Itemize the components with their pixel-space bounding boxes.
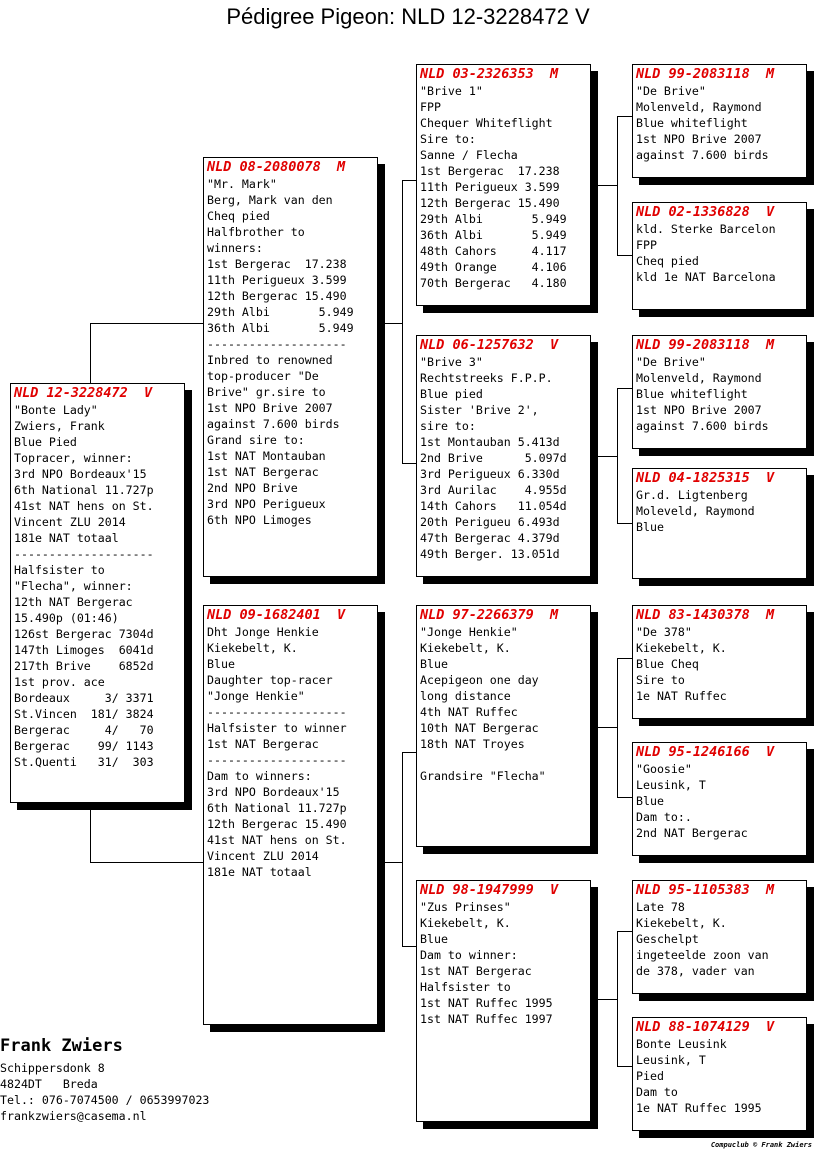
pigeon-card-sire-dam[interactable] [416,335,591,577]
pigeon-card-dam-dam-dam[interactable] [632,1017,807,1131]
detail-line: Kiekebelt, K. [636,641,727,655]
detail-line: "Bonte Lady" [14,403,98,417]
pigeon-card-dam-dam-sire[interactable] [632,880,807,994]
detail-line: kld. Sterke Barcelon [636,222,776,236]
connector-sire-parents [376,323,402,324]
pigeon-details [207,176,375,528]
detail-line: 20th Perigueu 6.493d [420,515,560,529]
pigeon-details [636,221,804,285]
pigeon-details [636,761,804,841]
owner-email: frankzwiers@casema.nl [0,1109,147,1123]
detail-line: 47th Bergerac 4.379d [420,531,560,545]
detail-line: 3rd NPO Bordeaux'15 [207,785,340,799]
detail-line: 1st NAT Ruffec 1995 [420,996,553,1010]
connector-dam-parents [402,752,403,947]
detail-line: Dam to winners: [207,769,312,783]
detail-line: 12th Bergerac 15.490 [207,817,347,831]
detail-line: 10th NAT Bergerac [420,721,539,735]
detail-line: Molenveld, Raymond [636,100,762,114]
connector-subject-sire [90,323,91,384]
detail-line: 36th Albi 5.949 [207,321,354,335]
ring-number: NLD 08-2080078 M [207,159,346,175]
detail-line: Dht Jonge Henkie [207,625,319,639]
detail-line: "De Brive" [636,355,706,369]
detail-line: FPP [636,238,657,252]
connector-subject-dam [90,805,91,863]
detail-line: Sister 'Brive 2', [420,403,539,417]
detail-line: "Jonge Henkie" [207,689,305,703]
detail-line: 12th NAT Bergerac [14,595,133,609]
detail-line: 48th Cahors 4.117 [420,244,567,258]
detail-line: Sire to: [420,132,476,146]
ring-number: NLD 04-1825315 V [636,470,775,486]
detail-line: 2nd Brive 5.097d [420,451,567,465]
detail-line: Gr.d. Ligtenberg [636,488,748,502]
detail-line: Blue whiteflight [636,116,748,130]
connector-ds-parents [617,658,633,659]
detail-line: Bonte Leusink [636,1037,727,1051]
detail-line: Blue pied [420,387,483,401]
detail-line: long distance [420,689,511,703]
detail-line: Leusink, T [636,1053,706,1067]
detail-line: Sanne / Flecha [420,148,518,162]
detail-line: Daughter top-racer [207,673,333,687]
detail-line: 29th Albi 5.949 [207,305,354,319]
detail-line: Vincent ZLU 2014 [14,515,126,529]
owner-name: Frank Zwiers [0,1036,123,1056]
detail-line: 1st prov. ace [14,675,105,689]
connector-dam-parents [376,862,402,863]
detail-line: Sire to [636,673,685,687]
detail-line: top-producer "De [207,369,319,383]
detail-line: FPP [420,100,441,114]
connector-subject-sire [90,323,204,324]
detail-line: 3rd NPO Perigueux [207,497,326,511]
detail-line: "Jonge Henkie" [420,625,518,639]
detail-line: 3rd Perigueux 6.330d [420,467,560,481]
pigeon-details [420,899,588,1027]
detail-line: Bergerac 99/ 1143 [14,739,154,753]
detail-line: Chequer Whiteflight [420,116,553,130]
connector-sd-parents [590,456,617,457]
detail-line: "Brive 3" [420,355,483,369]
detail-line: against 7.600 birds [636,148,769,162]
detail-line: Kiekebelt, K. [420,641,511,655]
detail-line: Halfbrother to [207,225,305,239]
detail-line: Blue whiteflight [636,387,748,401]
detail-line: Cheq pied [207,209,270,223]
detail-line: 1st Montauban 5.413d [420,435,560,449]
connector-sd-parents [617,523,633,524]
detail-line: 3rd NPO Bordeaux'15 [14,467,147,481]
detail-line: ingeteelde zoon van [636,948,769,962]
detail-line: Blue [636,794,664,808]
detail-line: Blue [420,932,448,946]
detail-line: -------------------- [207,753,347,767]
detail-line: Kiekebelt, K. [420,916,511,930]
detail-line: 1st Bergerac 17.238 [420,164,560,178]
pigeon-details [636,624,804,704]
detail-line: sire to: [420,419,476,433]
detail-line: 1st Bergerac 17.238 [207,257,347,271]
pigeon-card-dam-dam[interactable] [416,880,591,1122]
detail-line: 1e NAT Ruffec 1995 [636,1101,762,1115]
detail-line: Geschelpt [636,932,699,946]
connector-sire-parents [402,180,403,464]
detail-line: 1st NAT Bergerac [207,737,319,751]
detail-line: 4th NAT Ruffec [420,705,518,719]
detail-line: 181e NAT totaal [14,531,119,545]
ring-number: NLD 02-1336828 V [636,204,775,220]
detail-line: 41st NAT hens on St. [14,499,154,513]
detail-line: 41st NAT hens on St. [207,833,347,847]
detail-line: 12th Bergerac 15.490 [420,196,560,210]
detail-line: 11th Perigueux 3.599 [207,273,347,287]
detail-line: Molenveld, Raymond [636,371,762,385]
pigeon-card-dam[interactable] [203,605,378,1025]
detail-line: Pied [636,1069,664,1083]
detail-line: 6th National 11.727p [207,801,347,815]
detail-line: -------------------- [14,547,154,561]
detail-line: 2nd NPO Brive [207,481,298,495]
detail-line: Blue Pied [14,435,77,449]
detail-line: 217th Brive 6852d [14,659,154,673]
detail-line: Blue Cheq [636,657,699,671]
detail-line: -------------------- [207,337,347,351]
connector-ds-parents [617,797,633,798]
detail-line: Cheq pied [636,254,699,268]
pigeon-details [420,624,588,784]
detail-line: Late 78 [636,900,685,914]
detail-line: Blue [636,520,664,534]
detail-line: kld 1e NAT Barcelona [636,270,776,284]
pigeon-card-sire-sire-dam[interactable] [632,202,807,310]
detail-line: Blue [207,657,235,671]
detail-line: 181e NAT totaal [207,865,312,879]
detail-line: winners: [207,241,263,255]
pigeon-card-sire-sire-sire[interactable] [632,64,807,178]
detail-line: Dam to [636,1085,678,1099]
detail-line: Vincent ZLU 2014 [207,849,319,863]
detail-line: 15.490p (01:46) [14,611,119,625]
detail-line: Dam to winner: [420,948,518,962]
detail-line: de 378, vader van [636,964,755,978]
detail-line: 1st NPO Brive 2007 [207,401,333,415]
pigeon-details [420,354,588,562]
detail-line: Kiekebelt, K. [207,641,298,655]
detail-line: 126st Bergerac 7304d [14,627,154,641]
credit-label: Compuclub © Frank Zwiers [710,1141,812,1149]
detail-line: Halfsister to [420,980,511,994]
detail-line: Grand sire to: [207,433,305,447]
detail-line: Brive" gr.sire to [207,385,326,399]
pigeon-details [636,487,804,535]
connector-ss-parents [617,116,618,256]
detail-line: 1st NPO Brive 2007 [636,403,762,417]
connector-dd-parents [617,931,618,1067]
ring-number: NLD 98-1947999 V [420,882,559,898]
connector-dd-parents [617,931,633,932]
detail-line: Zwiers, Frank [14,419,105,433]
detail-line: 49th Orange 4.106 [420,260,567,274]
detail-line: -------------------- [207,705,347,719]
connector-subject-dam [90,862,204,863]
detail-line: "De 378" [636,625,692,639]
detail-line: 3rd Aurilac 4.955d [420,483,567,497]
ring-number: NLD 12-3228472 V [14,385,153,401]
pigeon-card-dam-sire[interactable] [416,605,591,847]
detail-line: Bergerac 4/ 70 [14,723,154,737]
detail-line: "De Brive" [636,84,706,98]
detail-line: Berg, Mark van den [207,193,333,207]
detail-line: Inbred to renowned [207,353,333,367]
connector-dd-parents [590,999,617,1000]
ring-number: NLD 95-1105383 M [636,882,775,898]
detail-line: 70th Bergerac 4.180 [420,276,567,290]
ring-number: NLD 83-1430378 M [636,607,775,623]
pigeon-card-sire[interactable] [203,157,378,577]
detail-line: 18th NAT Troyes [420,737,525,751]
detail-line: Topracer, winner: [14,451,133,465]
detail-line: 14th Cahors 11.054d [420,499,567,513]
ring-number: NLD 99-2083118 M [636,337,775,353]
pigeon-details [14,402,182,770]
detail-line: Bordeaux 3/ 3371 [14,691,154,705]
detail-line: "Brive 1" [420,84,483,98]
pigeon-details [207,624,375,880]
connector-ds-parents [590,727,617,728]
detail-line: Grandsire "Flecha" [420,769,546,783]
detail-line: 1st NAT Ruffec 1997 [420,1012,553,1026]
connector-sd-parents [617,388,618,524]
pigeon-card-dam-sire-dam[interactable] [632,742,807,856]
detail-line: 29th Albi 5.949 [420,212,567,226]
connector-dd-parents [617,1066,633,1067]
detail-line: 6th National 11.727p [14,483,154,497]
detail-line [420,752,588,768]
pigeon-card-sire-dam-dam[interactable] [632,468,807,579]
detail-line: "Mr. Mark" [207,177,277,191]
detail-line: 12th Bergerac 15.490 [207,289,347,303]
pigeon-card-sire-sire[interactable] [416,64,591,306]
pigeon-details [636,354,804,434]
pigeon-details [420,83,588,291]
detail-line: against 7.600 birds [207,417,340,431]
pigeon-details [636,1036,804,1116]
detail-line: "Zus Prinses" [420,900,511,914]
pigeon-card-sire-dam-sire[interactable] [632,335,807,449]
detail-line: Dam to:. [636,810,692,824]
detail-line: Acepigeon one day [420,673,539,687]
detail-line: 1st NAT Bergerac [207,465,319,479]
ring-number: NLD 88-1074129 V [636,1019,775,1035]
ring-number: NLD 99-2083118 M [636,66,775,82]
detail-line: 11th Perigueux 3.599 [420,180,560,194]
detail-line: 2nd NAT Bergerac [636,826,748,840]
detail-line: "Goosie" [636,762,692,776]
detail-line: 49th Berger. 13.051d [420,547,560,561]
detail-line: St.Vincen 181/ 3824 [14,707,154,721]
detail-line: 1st NAT Montauban [207,449,326,463]
ring-number: NLD 03-2326353 M [420,66,559,82]
detail-line: 1st NAT Bergerac [420,964,532,978]
owner-street: Schippersdonk 8 [0,1061,105,1075]
detail-line: Moleveld, Raymond [636,504,755,518]
pigeon-card-dam-sire-sire[interactable] [632,605,807,719]
owner-city: 4824DT Breda [0,1077,98,1091]
detail-line: Halfsister to winner [207,721,347,735]
detail-line: against 7.600 birds [636,419,769,433]
ring-number: NLD 97-2266379 M [420,607,559,623]
detail-line: 36th Albi 5.949 [420,228,567,242]
detail-line: "Flecha", winner: [14,579,133,593]
page-title: Pédigree Pigeon: NLD 12-3228472 V [226,4,590,29]
detail-line: 1e NAT Ruffec [636,689,727,703]
detail-line: 1st NPO Brive 2007 [636,132,762,146]
owner-phone: Tel.: 076-7074500 / 0653997023 [0,1093,210,1107]
detail-line: 147th Limoges 6041d [14,643,154,657]
connector-ss-parents [590,185,617,186]
pigeon-details [636,899,804,979]
connector-ss-parents [617,255,633,256]
detail-line: St.Quenti 31/ 303 [14,755,154,769]
connector-ds-parents [617,658,618,798]
detail-line: 6th NPO Limoges [207,513,312,527]
pigeon-card-subject[interactable] [10,383,185,803]
ring-number: NLD 95-1246166 V [636,744,775,760]
connector-sd-parents [617,388,633,389]
pigeon-details [636,83,804,163]
detail-line: Kiekebelt, K. [636,916,727,930]
detail-line: Halfsister to [14,563,105,577]
connector-ss-parents [617,116,633,117]
ring-number: NLD 06-1257632 V [420,337,559,353]
ring-number: NLD 09-1682401 V [207,607,346,623]
detail-line: Rechtstreeks F.P.P. [420,371,553,385]
detail-line: Leusink, T [636,778,706,792]
detail-line: Blue [420,657,448,671]
